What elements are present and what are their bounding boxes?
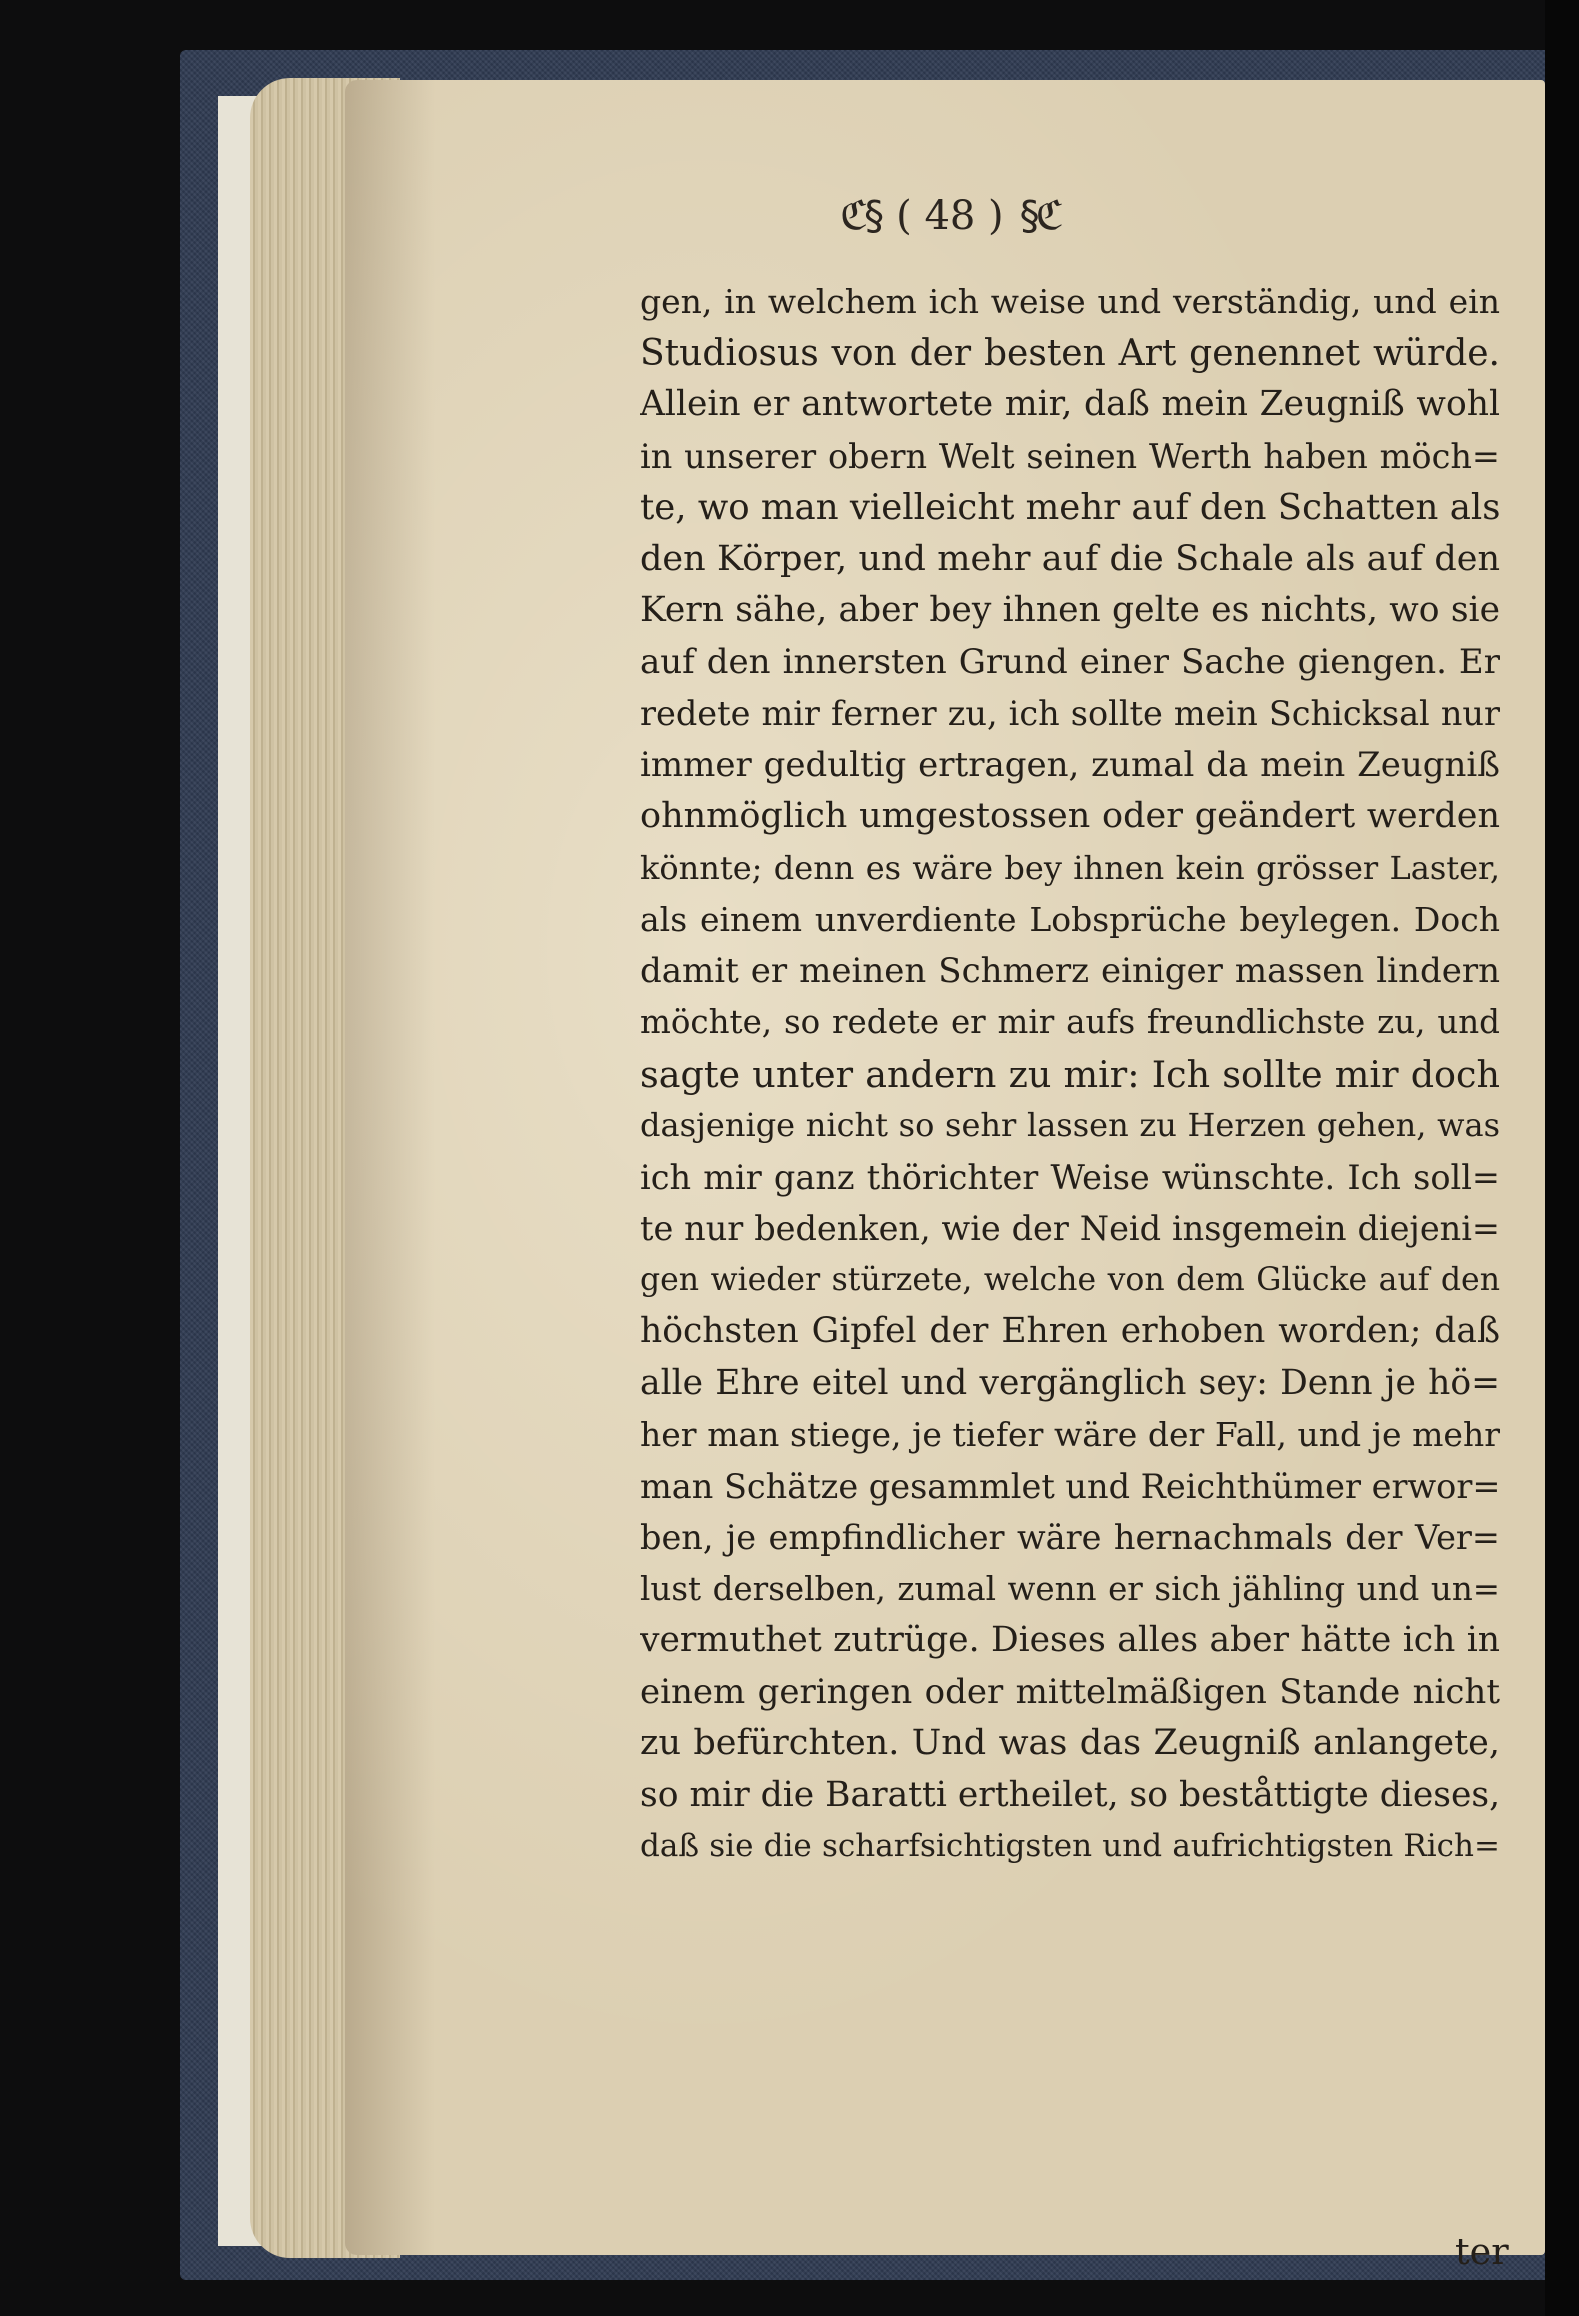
- text-line: sagte unter andern zu mir: Ich sollte mir doch: [640, 1052, 1500, 1096]
- text-line: ohnmöglich umgestossen oder geändert werden: [640, 796, 1500, 836]
- text-line: ben, je empfindlicher wäre hernachmals der Ver=: [640, 1518, 1500, 1557]
- text-line: Allein er antwortete mir, daß mein Zeugniß wohl: [640, 384, 1500, 424]
- body-text: [640, 276, 1500, 1873]
- text-line: so mir die Baratti ertheilet, so beståttigte dieses,: [640, 1774, 1500, 1815]
- left-ornament-icon: ℭ§: [840, 193, 881, 239]
- text-line: höchsten Gipfel der Ehren erhoben worden; daß: [640, 1311, 1500, 1351]
- text-line: ich mir ganz thörichter Weise wünschte. Ich soll=: [640, 1157, 1500, 1197]
- page-number: ( 48 ): [896, 193, 1004, 239]
- catchword: ter: [1455, 2230, 1509, 2273]
- text-line: Kern sähe, aber bey ihnen gelte es nichts, wo sie: [640, 590, 1500, 630]
- text-line: vermuthet zutrüge. Dieses alles aber hätte ich in: [640, 1620, 1500, 1660]
- text-line: te, wo man vielleicht mehr auf den Schatten als: [640, 487, 1500, 528]
- text-line: gen wieder stürzete, welche von dem Glücke auf den: [640, 1261, 1500, 1298]
- text-line: immer gedultig ertragen, zumal da mein Zeugniß: [640, 744, 1500, 785]
- text-line: gen, in welchem ich weise und verständig, und ein: [640, 282, 1500, 321]
- text-line: alle Ehre eitel und vergänglich sey: Denn je hö=: [640, 1362, 1500, 1403]
- text-line: te nur bedenken, wie der Neid insgemein diejeni=: [640, 1209, 1500, 1248]
- text-line: lust derselben, zumal wenn er sich jähling und un=: [640, 1569, 1500, 1608]
- scan-border: [1545, 0, 1579, 2316]
- text-line: einem geringen oder mittelmäßigen Stande nicht: [640, 1671, 1500, 1712]
- text-line: könnte; denn es wäre bey ihnen kein grösser Laster,: [640, 848, 1500, 887]
- text-line: redete mir ferner zu, ich sollte mein Schicksal nur: [640, 694, 1500, 733]
- right-ornament-icon: §ℭ: [1019, 193, 1060, 239]
- text-line: her man stiege, je tiefer wäre der Fall, und je mehr: [640, 1415, 1500, 1454]
- text-line: den Körper, und mehr auf die Schale als auf den: [640, 538, 1500, 579]
- text-line: man Schätze gesammlet und Reichthümer erwor=: [640, 1466, 1500, 1506]
- text-line: dasjenige nicht so sehr lassen zu Herzen gehen, was: [640, 1106, 1500, 1144]
- text-line: damit er meinen Schmerz einiger massen lindern: [640, 950, 1500, 991]
- text-line: Studiosus von der besten Art genennet würde.: [640, 332, 1500, 374]
- text-line: möchte, so redete er mir aufs freundlichste zu, und: [640, 1003, 1500, 1041]
- text-line: in unserer obern Welt seinen Werth haben möch=: [640, 436, 1500, 476]
- running-header: [840, 188, 1320, 244]
- text-line: daß sie die scharfsichtigsten und aufrichtigsten Rich=: [640, 1828, 1500, 1864]
- text-line: zu befürchten. Und was das Zeugniß anlangete,: [640, 1723, 1500, 1763]
- text-line: auf den innersten Grund einer Sache giengen. Er: [640, 641, 1500, 682]
- text-line: als einem unverdiente Lobsprüche beylegen. Doch: [640, 900, 1500, 939]
